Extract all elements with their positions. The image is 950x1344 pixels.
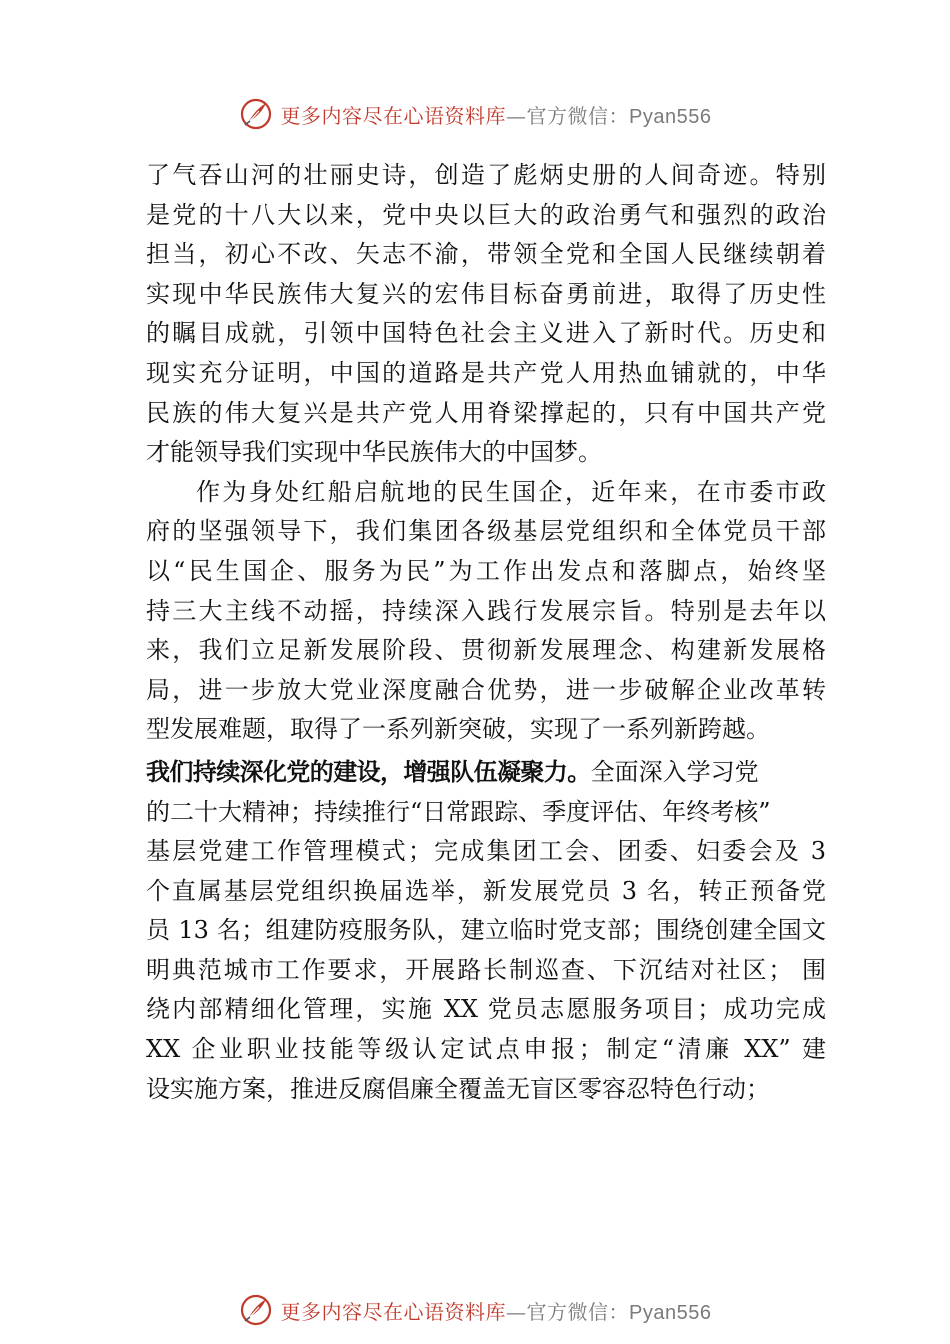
feather-pen-logo-icon: [239, 97, 273, 131]
paragraph-heading: 我们持续深化党的建设，增强队伍凝聚力。: [146, 757, 591, 786]
text-line: 绕内部精细化管理，实施 XX 党员志愿服务项目；成功完成: [146, 995, 826, 1024]
footer-banner-text: [281, 1296, 712, 1325]
text-line: 才能领导我们实现中华民族伟大的中国梦。: [146, 438, 602, 467]
footer-wechat-label: —官方微信：: [506, 1299, 630, 1324]
paragraph-1: [146, 156, 826, 473]
text-line: 型发展难题，取得了一系列新突破，实现了一系列新跨越。: [146, 715, 770, 744]
text-line: 个直属基层党组织换届选举，新发展党员 3 名，转正预备党: [146, 876, 826, 905]
text-line-with-heading: [146, 753, 826, 793]
text-line: 民族的伟大复兴是共产党人用脊梁撑起的，只有中国共产党: [146, 398, 826, 427]
text-line: 担当，初心不改、矢志不渝，带领全党和全国人民继续朝着: [146, 240, 826, 269]
text-line: 持三大主线不动摇，持续深入践行发展宗旨。特别是去年以: [146, 596, 826, 625]
feather-pen-logo-icon: [239, 1293, 273, 1327]
text-line: 的二十大精神；持续推行“日常跟踪、季度评估、年终考核”: [146, 797, 771, 826]
text-line: 作为身处红船启航地的民生国企，近年来，在市委市政: [196, 477, 826, 506]
text-line: 员 13 名；组建防疫服务队，建立临时党支部；围绕创建全国文: [146, 916, 826, 945]
paragraph-2: [146, 473, 826, 750]
text-line: 实现中华民族伟大复兴的宏伟目标奋勇前进，取得了历史性: [146, 279, 826, 308]
footer-banner: [0, 1290, 950, 1330]
paragraph-3: [146, 753, 826, 1109]
text-line: 了气吞山河的壮丽史诗，创造了彪炳史册的人间奇迹。特别: [146, 161, 826, 189]
header-banner-text: [281, 100, 712, 129]
header-brand-text: 更多内容尽在心语资料库: [280, 103, 507, 128]
text-line: 现实充分证明，中国的道路是共产党人用热血铺就的，中华: [146, 358, 826, 387]
heading-line-rest: 全面深入学习党: [590, 757, 759, 786]
text-line: 府的坚强领导下，我们集团各级基层党组织和全体党员干部: [146, 517, 826, 546]
header-wechat-id: Pyan556: [629, 105, 712, 128]
document-body: [146, 156, 826, 1109]
text-line: XX 企业职业技能等级认定试点申报；制定“清廉 XX” 建: [146, 1035, 826, 1064]
text-line: 局，进一步放大党业深度融合优势，进一步破解企业改革转: [146, 675, 826, 704]
text-line: 是党的十八大以来，党中央以巨大的政治勇气和强烈的政治: [146, 200, 826, 229]
footer-brand-text: 更多内容尽在心语资料库: [280, 1299, 507, 1324]
text-line: 以“民生国企、服务为民”为工作出发点和落脚点，始终坚: [146, 556, 826, 585]
text-line: 的瞩目成就，引领中国特色社会主义进入了新时代。历史和: [146, 319, 826, 348]
text-line: 基层党建工作管理模式；完成集团工会、团委、妇委会及 3: [146, 837, 826, 866]
text-line: 来，我们立足新发展阶段、贯彻新发展理念、构建新发展格: [146, 636, 826, 665]
header-banner: [0, 94, 950, 134]
footer-wechat-id: Pyan556: [629, 1301, 712, 1324]
header-wechat-label: —官方微信：: [506, 103, 630, 128]
text-line: 设实施方案，推进反腐倡廉全覆盖无盲区零容忍特色行动；: [146, 1074, 770, 1103]
text-line: 明典范城市工作要求，开展路长制巡查、下沉结对社区； 围: [146, 955, 826, 984]
